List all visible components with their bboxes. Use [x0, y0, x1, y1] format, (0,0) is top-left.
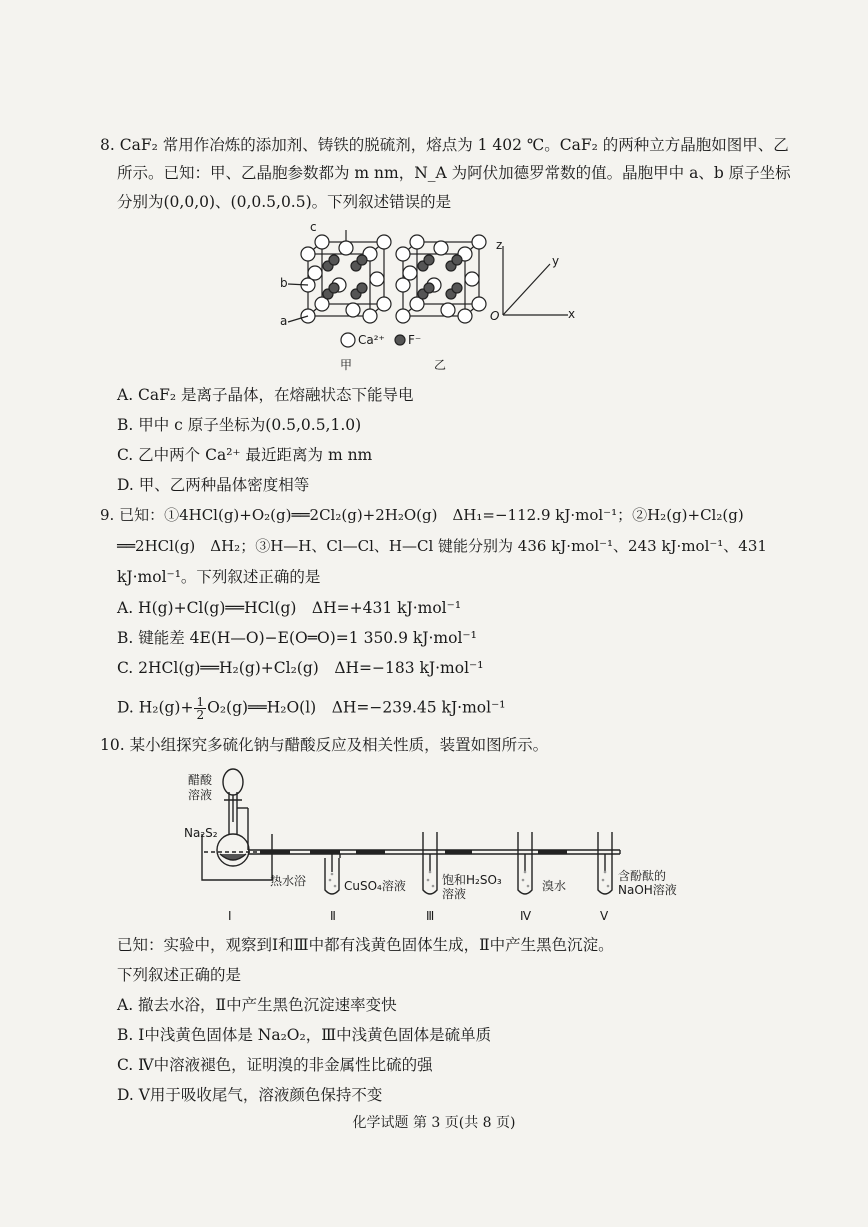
q9-stem-line2: ══2HCl(g) ΔH₂；③H—H、Cl—Cl、H—Cl 键能分别为 436 kJ·mol⁻¹、243 kJ·mol⁻¹、431 [117, 537, 767, 555]
q9-option-a: A. H(g)+Cl(g)══HCl(g) ΔH=+431 kJ·mol⁻¹ [117, 599, 462, 617]
q10-stem: 10. 某小组探究多硫化钠与醋酸反应及相关性质，装置如图所示。 [100, 736, 549, 754]
label-bromine-water: 溴水 [542, 879, 567, 893]
q8-stem-line3: 分别为(0,0,0)、(0,0.5,0.5)。下列叙述错误的是 [117, 193, 452, 211]
axis-x: x [568, 307, 576, 321]
q9-stem-line1: 9. 已知：①4HCl(g)+O₂(g)══2Cl₂(g)+2H₂O(g) ΔH₁=−112.9 kJ·mol⁻¹；②H₂(g)+Cl₂(g) [100, 506, 744, 524]
q9-option-c: C. 2HCl(g)══H₂(g)+Cl₂(g) ΔH=−183 kJ·mol⁻¹ [117, 659, 484, 677]
label-acid-solution: 溶液 [188, 788, 213, 802]
label-na2s2: Na₂S₂ [184, 826, 218, 840]
label-cuso4: CuSO₄溶液 [344, 879, 406, 893]
q8-option-c: C. 乙中两个 Ca²⁺ 最近距离为 m nm [117, 446, 373, 464]
legend-ca: Ca²⁺ [358, 333, 385, 347]
crystal-cells-figure [278, 222, 588, 372]
cell-yi [396, 235, 486, 323]
q8-option-a: A. CaF₂ 是离子晶体，在熔融状态下能导电 [117, 386, 414, 404]
q8-option-d: D. 甲、乙两种晶体密度相等 [117, 476, 310, 494]
fraction-numerator: 1 [196, 695, 205, 709]
q10-option-c: C. Ⅳ中溶液褪色，证明溴的非金属性比硫的强 [117, 1056, 433, 1074]
q9-stem-line3: kJ·mol⁻¹。下列叙述正确的是 [117, 568, 321, 586]
q8-stem-line1: 8. CaF₂ 常用作冶炼的添加剂、铸铁的脱硫剂，熔点为 1 402 ℃。CaF₂ 的两种立方晶胞如图甲、乙 [100, 136, 789, 154]
label-h2so3: 饱和H₂SO₃ [442, 873, 502, 887]
q9-option-b: B. 键能差 4E(H—O)−E(O═O)=1 350.9 kJ·mol⁻¹ [117, 629, 477, 647]
axis-origin: O [490, 309, 500, 323]
apparatus-figure [180, 762, 650, 902]
label-b: b [280, 276, 288, 290]
q10-ask: 下列叙述正确的是 [117, 966, 242, 984]
label-iv: Ⅳ [520, 909, 532, 923]
fraction-denominator: 2 [196, 708, 205, 722]
q10-option-b: B. Ⅰ中浅黄色固体是 Na₂O₂，Ⅲ中浅黄色固体是硫单质 [117, 1026, 492, 1044]
label-v: Ⅴ [600, 909, 609, 923]
q9-option-d [117, 696, 505, 721]
q8-stem-line2: 所示。已知：甲、乙晶胞参数都为 m nm，N_A 为阿伏加德罗常数的值。晶胞甲中 a、b 原子坐标 [117, 164, 791, 182]
q10-known: 已知：实验中，观察到Ⅰ和Ⅲ中都有浅黄色固体生成，Ⅱ中产生黑色沉淀。 [117, 936, 614, 954]
label-hot-bath: 热水浴 [270, 874, 307, 888]
q9-option-d-suffix: O₂(g)══H₂O(l) ΔH=−239.45 kJ·mol⁻¹ [207, 698, 506, 717]
label-h2so3-solution: 溶液 [442, 887, 467, 901]
axis-z: z [496, 238, 503, 252]
q8-option-b: B. 甲中 c 原子坐标为(0.5,0.5,1.0) [117, 416, 362, 434]
dropping-funnel [223, 769, 243, 795]
q10-option-a: A. 撤去水浴，Ⅱ中产生黑色沉淀速率变快 [117, 996, 397, 1014]
label-i: Ⅰ [228, 909, 232, 923]
caption-jia: 甲 [340, 358, 353, 372]
caption-yi: 乙 [434, 358, 447, 372]
legend-f: F⁻ [408, 333, 422, 347]
page-footer: 化学试题 第 3 页(共 8 页) [352, 1115, 516, 1131]
label-acid: 醋酸 [188, 773, 213, 787]
q10-option-d: D. Ⅴ用于吸收尾气，溶液颜色保持不变 [117, 1086, 383, 1104]
label-naoh-1: 含酚酞的 [618, 869, 667, 883]
axis-y: y [552, 254, 560, 268]
label-naoh-2: NaOH溶液 [618, 883, 677, 897]
label-c: c [310, 220, 317, 234]
label-iii: Ⅲ [426, 909, 435, 923]
label-ii: Ⅱ [330, 909, 336, 923]
label-a: a [280, 314, 288, 328]
fraction-half [194, 696, 206, 721]
q9-option-d-prefix: D. H₂(g)+ [117, 698, 194, 717]
cell-jia [288, 230, 391, 323]
ca-legend-icon [341, 333, 355, 347]
flask [217, 834, 249, 866]
f-legend-icon [395, 335, 405, 345]
